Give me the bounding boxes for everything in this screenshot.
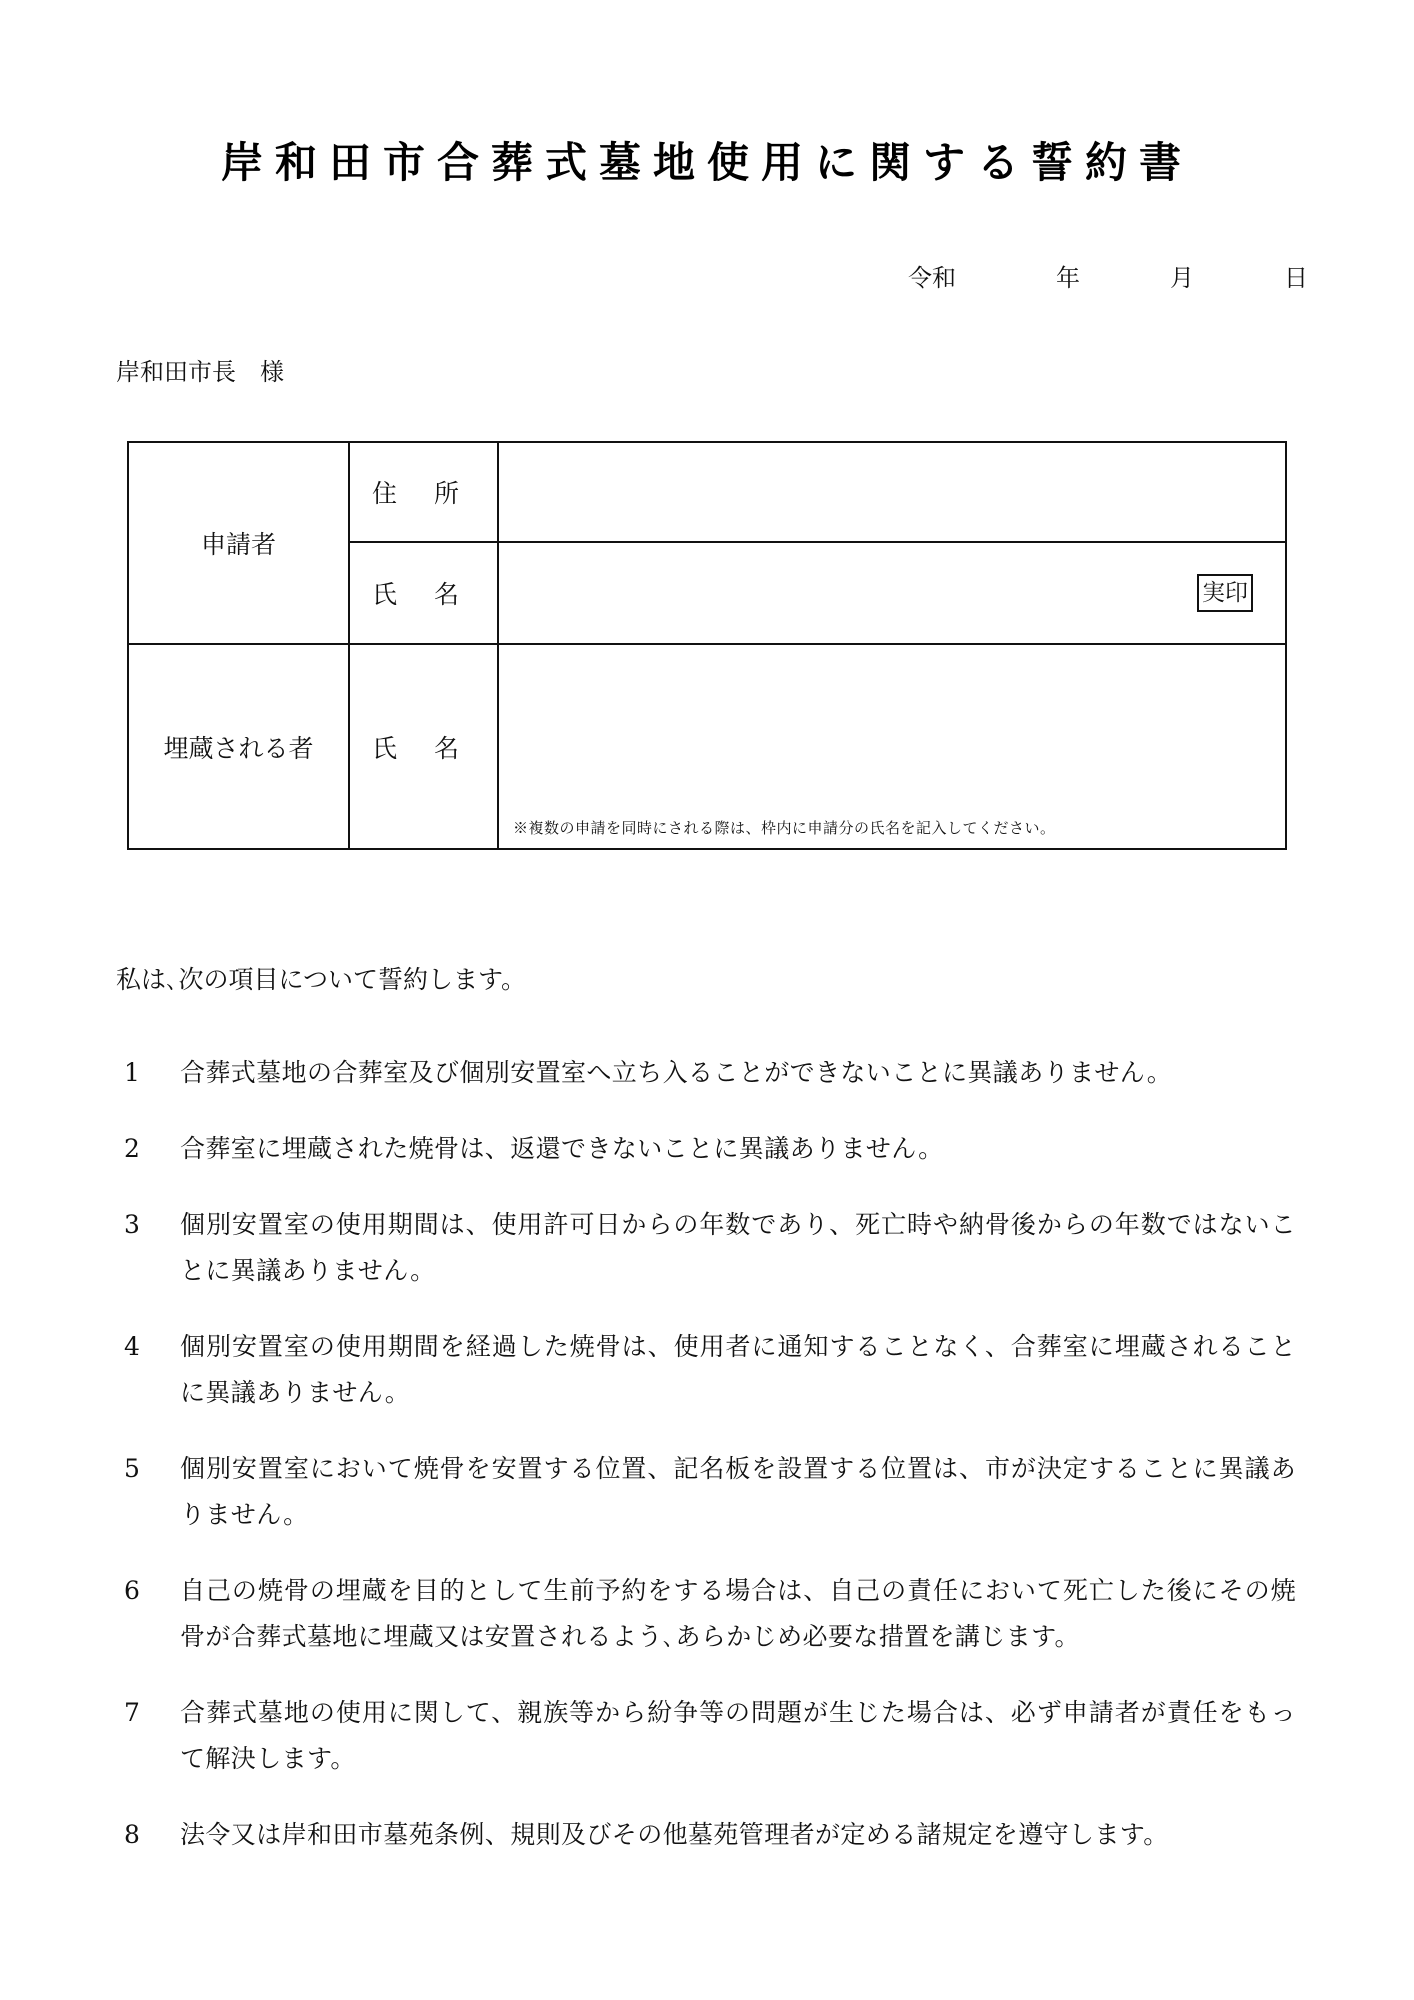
applicant-name-label: 氏 名 xyxy=(349,542,498,644)
applicant-label: 申請者 xyxy=(128,442,349,644)
clause-text: 合葬室に埋蔵された焼骨は、返還できないことに異議ありません。 xyxy=(180,1134,944,1163)
clause-number: 1 xyxy=(124,1058,140,1087)
date-line xyxy=(908,258,1308,293)
buried-name-field[interactable] xyxy=(498,644,1286,849)
clause-number: 8 xyxy=(124,1820,140,1849)
buried-name-label: 氏 名 xyxy=(349,644,498,849)
clause-number: 6 xyxy=(124,1576,140,1605)
page-title: 岸和田市合葬式墓地使用に関する誓約書 xyxy=(220,138,1193,187)
date-year-field[interactable]: 年 xyxy=(1056,264,1080,292)
clause-number: 7 xyxy=(124,1698,140,1727)
clause-text: 法令又は岸和田市墓苑条例、規則及びその他墓苑管理者が定める諸規定を遵守します。 xyxy=(180,1820,1169,1849)
clause-item xyxy=(116,1812,1296,1858)
date-era: 令和 xyxy=(908,264,956,292)
clause-item xyxy=(116,1050,1296,1096)
clause-text: 自己の焼骨の埋蔵を目的として生前予約をする場合は、自己の責任において死亡した後にその焼骨が合葬式墓地に埋蔵又は安置されるよう､あらかじめ必要な措置を講じます。 xyxy=(180,1576,1296,1651)
applicant-name-field[interactable] xyxy=(498,542,1286,644)
clause-number: 2 xyxy=(124,1134,140,1163)
applicant-table xyxy=(127,441,1287,850)
clause-item xyxy=(116,1324,1296,1416)
buried-note: ※複数の申請を同時にされる際は、枠内に申請分の氏名を記入してください。 xyxy=(513,819,1056,837)
clause-number: 5 xyxy=(124,1454,140,1483)
addressee: 岸和田市長 様 xyxy=(116,358,284,386)
seal-box: 実印 xyxy=(1197,574,1253,612)
pledge-clauses xyxy=(116,1050,1296,1888)
clause-text: 個別安置室の使用期間を経過した焼骨は、使用者に通知することなく、合葬室に埋蔵されることに異議ありません。 xyxy=(180,1332,1296,1407)
clause-item xyxy=(116,1690,1296,1782)
clause-item xyxy=(116,1126,1296,1172)
date-month-field[interactable]: 月 xyxy=(1170,264,1194,292)
date-day-field[interactable]: 日 xyxy=(1284,264,1308,292)
clause-text: 個別安置室の使用期間は、使用許可日からの年数であり、死亡時や納骨後からの年数ではないことに異議ありません。 xyxy=(180,1210,1296,1285)
clause-text: 個別安置室において焼骨を安置する位置、記名板を設置する位置は、市が決定することに異議ありません。 xyxy=(180,1454,1296,1529)
clause-number: 3 xyxy=(124,1210,140,1239)
clause-text: 合葬式墓地の合葬室及び個別安置室へ立ち入ることができないことに異議ありません。 xyxy=(180,1058,1173,1087)
pledge-intro: 私は､次の項目について誓約します。 xyxy=(116,965,527,994)
clause-item xyxy=(116,1446,1296,1538)
address-label: 住 所 xyxy=(349,442,498,542)
clause-number: 4 xyxy=(124,1332,140,1361)
clause-text: 合葬式墓地の使用に関して、親族等から紛争等の問題が生じた場合は、必ず申請者が責任をもって解決します。 xyxy=(180,1698,1296,1773)
buried-person-label: 埋蔵される者 xyxy=(128,644,349,849)
clause-item xyxy=(116,1202,1296,1294)
clause-item xyxy=(116,1568,1296,1660)
address-field[interactable] xyxy=(498,442,1286,542)
